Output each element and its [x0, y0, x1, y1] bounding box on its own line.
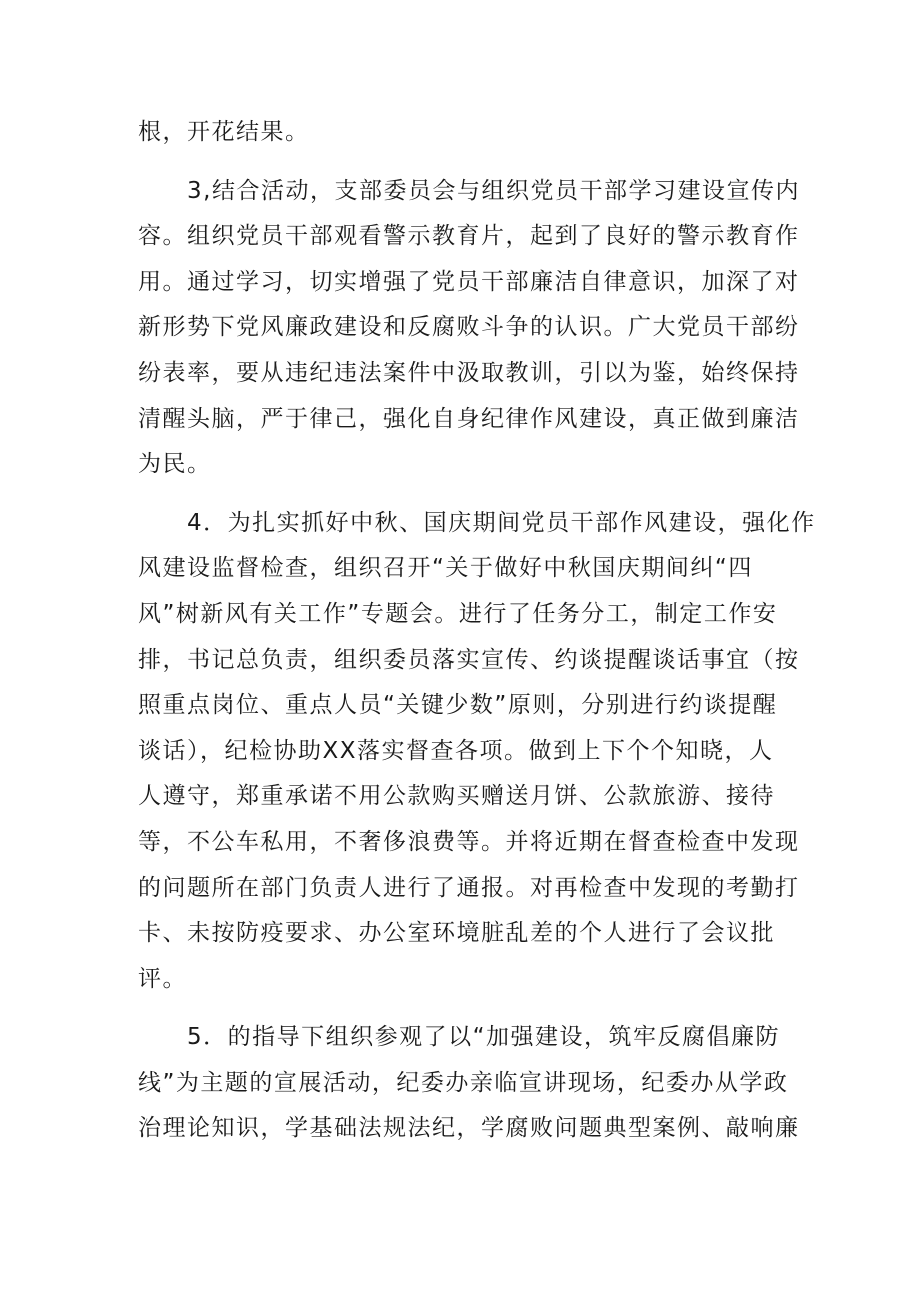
text-line: 新形势下党风廉政建设和反腐败斗争的认识。广大党员干部纷 [138, 314, 800, 341]
text-line: 线”为主题的宣展活动，纪委办亲临宣讲现场，纪委办从学政 [138, 1069, 789, 1096]
text-line: 纷表率，要从违纪违法案件中汲取教训，引以为鉴，始终保持 [138, 359, 800, 386]
text-line: 容。组织党员干部观看警示教育片，起到了良好的警示教育作 [138, 223, 800, 250]
text-line: 人遵守，郑重承诺不用公款购买赠送月饼、公款旅游、接待 [138, 783, 775, 810]
text-line: 卡、未按防疫要求、办公室环境脏乱差的个人进行了会议批 [138, 920, 775, 947]
text-line: 根，开花结果。 [138, 119, 310, 145]
text-line: 风建设监督检查，组织召开“关于做好中秋国庆期间纠“四 [138, 555, 753, 582]
text-line: 清醒头脑，严于律己，强化自身纪律作风建设，真正做到廉洁 [138, 405, 800, 432]
paragraph-gap [138, 1002, 778, 1015]
text-line: 的问题所在部门负责人进行了通报。对再检查中发现的考勤打 [138, 874, 800, 901]
text-line: 用。通过学习，切实增强了党员干部廉洁自律意识，加深了对 [138, 268, 800, 295]
text-line: 排，书记总负责，组织委员落实宣传、约谈提醒谈话事宜（按 [138, 646, 800, 673]
text-line: 照重点岗位、重点人员“关键少数”原则，分别进行约谈提醒 [138, 692, 778, 719]
text-line: 风”树新风有关工作”专题会。进行了任务分工，制定工作安 [138, 600, 778, 627]
text-line: 为民。 [138, 451, 212, 478]
text-line: 谈话），纪检协助XX落实督查各项。做到上下个个知晓，人 [138, 737, 774, 764]
text-line: 治理论知识，学基础法规法纪，学腐败问题典型案例、敲响廉 [138, 1115, 800, 1142]
text-line: 等，不公车私用，不奢侈浪费等。并将近期在督查检查中发现 [138, 828, 800, 855]
text-line: 3,结合活动，支部委员会与组织党员干部学习建设宣传内 [138, 177, 800, 204]
text-line: 评。 [138, 965, 187, 992]
text-line: 5．的指导下组织参观了以“加强建设，筑牢反腐倡廉防 [138, 1024, 781, 1051]
paragraph-gap [138, 156, 778, 169]
text-line: 4．为扎实抓好中秋、国庆期间党员干部作风建设，强化作 [138, 509, 816, 536]
paragraph-gap [138, 488, 778, 501]
document-body [138, 110, 816, 1152]
